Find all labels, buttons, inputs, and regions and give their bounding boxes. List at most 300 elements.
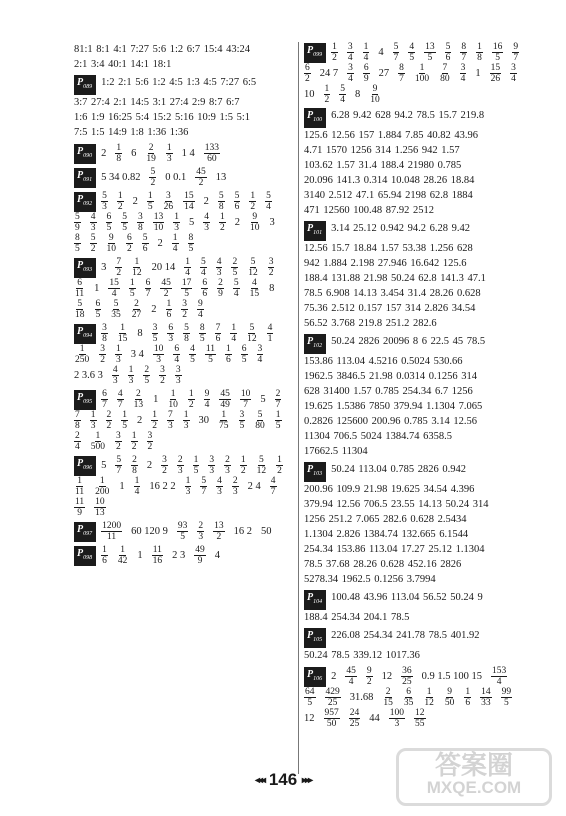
fraction: [152, 323, 159, 344]
answer-line: [304, 482, 530, 497]
numerator: 6: [406, 687, 411, 697]
numerator: 3: [347, 42, 353, 52]
fraction: [90, 212, 97, 233]
answer-line: [304, 384, 530, 399]
answer-values: 153.86 113.04 4.5216 0.5024 530.66: [304, 356, 463, 367]
numerator: 5: [122, 212, 127, 222]
answer-value: 1: [475, 67, 481, 79]
answer-line: [304, 399, 530, 414]
page-tag-number: 096: [83, 464, 93, 471]
denominator: 2: [90, 244, 96, 254]
fraction: [249, 278, 261, 299]
numerator: 9: [513, 42, 519, 52]
numerator: 5: [250, 257, 256, 267]
fraction: [199, 323, 206, 344]
fraction: [275, 389, 282, 410]
denominator: 2: [366, 677, 372, 687]
numerator: 45: [220, 389, 230, 399]
answer-value: 2: [132, 195, 138, 207]
denominator: 27: [131, 310, 142, 320]
page-tag-number: 090: [83, 152, 93, 159]
answer-values: 1.1304 2.826 1384.74 132.665 6.1544: [304, 529, 469, 540]
denominator: 8: [477, 53, 482, 63]
numerator: 4: [190, 344, 195, 354]
numerator: 5: [90, 233, 96, 243]
denominator: 13: [95, 508, 105, 518]
numerator: 5: [116, 455, 122, 465]
numerator: 5: [102, 191, 107, 201]
answer-line: [304, 572, 530, 587]
fraction: [230, 323, 237, 344]
denominator: 49: [220, 400, 230, 410]
denominator: 4: [172, 244, 178, 254]
answer-line: [304, 542, 530, 557]
fraction: [194, 545, 206, 566]
fraction: [153, 212, 165, 233]
answer-values: 226.08 254.34 241.78 78.5 401.92: [331, 630, 480, 641]
denominator: 12: [256, 466, 267, 476]
denominator: 25: [327, 698, 338, 708]
denominator: 4: [198, 310, 203, 320]
numerator: 5: [142, 233, 148, 243]
fraction: [304, 63, 311, 84]
fraction: [267, 323, 274, 344]
denominator: 2: [324, 95, 330, 105]
denominator: 9: [75, 223, 80, 233]
fraction: [74, 233, 81, 254]
answer-line: [304, 271, 530, 286]
fraction: [151, 410, 158, 431]
numerator: 1: [185, 257, 190, 267]
fraction: [115, 257, 122, 278]
denominator: 35: [111, 310, 121, 320]
fraction: [90, 410, 97, 431]
answer-values: 379.94 12.56 706.5 23.55 14.13 50.24 314: [304, 499, 489, 510]
fraction: [403, 687, 415, 708]
answer-values: 78.5 37.68 28.26 0.628 452.16 2826: [304, 559, 462, 570]
numerator: 1: [122, 410, 127, 420]
fraction: [325, 687, 341, 708]
denominator: 25: [349, 719, 360, 729]
fraction: [490, 63, 502, 84]
fraction: [74, 278, 85, 299]
answer-value: 8: [137, 327, 143, 339]
page-tag-number: 091: [83, 176, 93, 183]
fraction: [90, 233, 97, 254]
denominator: 1: [267, 334, 273, 344]
page-tag-badge: $P_{099}$: [304, 43, 326, 63]
numerator: 2: [275, 389, 281, 399]
numerator: 8: [199, 323, 205, 333]
fraction: [304, 687, 316, 708]
numerator: 1: [174, 212, 179, 222]
numerator: 5: [113, 299, 119, 309]
numerator: 3: [268, 257, 274, 267]
numerator: 10: [240, 389, 251, 399]
fraction: [112, 365, 119, 386]
numerator: 1: [324, 84, 330, 94]
numerator: 7: [168, 410, 173, 420]
fraction: [512, 42, 519, 63]
answer-values: 7:5 1:5 14:9 1:8 1:36 1:36: [74, 127, 189, 138]
fraction: [270, 476, 277, 497]
answer-section: [304, 628, 530, 663]
fraction: [423, 687, 435, 708]
denominator: 3: [394, 719, 400, 729]
denominator: 9: [197, 556, 203, 566]
fraction: [74, 344, 90, 365]
denominator: 50: [326, 719, 337, 729]
page-tag-badge: $P_{098}$: [74, 546, 96, 566]
numerator: 1: [363, 42, 369, 52]
fraction: [197, 299, 204, 320]
page-number: 146: [268, 770, 298, 789]
watermark-url: MXQE.COM: [426, 778, 522, 797]
denominator: 5: [180, 532, 185, 542]
denominator: 3: [232, 487, 238, 497]
numerator: 5: [200, 257, 206, 267]
denominator: 5: [241, 355, 247, 365]
denominator: 2: [268, 268, 274, 278]
numerator: 15: [184, 191, 194, 201]
page-tag-badge: $P_{097}$: [74, 522, 96, 542]
fraction: [188, 389, 195, 410]
answer-values: 3:7 27:4 2:1 14:5 3:1 27:4 2:9 8:7 6:7: [74, 97, 240, 108]
denominator: 5: [147, 202, 153, 212]
fraction: [414, 63, 430, 84]
numerator: 2: [132, 455, 137, 465]
denominator: 3: [116, 355, 121, 365]
answer-line: [304, 128, 530, 143]
numerator: 11: [152, 545, 162, 555]
fraction: [147, 431, 154, 452]
answer-value: 2: [331, 670, 337, 682]
denominator: 3: [198, 532, 204, 542]
numerator: 1: [231, 323, 237, 333]
answer-section: [74, 455, 296, 518]
denominator: 8: [116, 154, 122, 164]
denominator: 55: [415, 719, 425, 729]
answer-values: 4.71 1570 1256 314 1.256 942 1.57: [304, 145, 460, 156]
page-tag-number: 100: [313, 117, 323, 123]
answer-line: [74, 57, 296, 72]
answer-line: [74, 323, 296, 386]
answer-values: 103.62 1.57 31.4 188.4 21980 0.785: [304, 160, 462, 171]
page-tag-badge: $P_{096}$: [74, 456, 96, 476]
numerator: 133: [204, 143, 219, 153]
numerator: 2: [106, 410, 112, 420]
numerator: 4: [216, 257, 222, 267]
numerator: 6: [106, 212, 112, 222]
fraction: [241, 344, 248, 365]
fraction: [145, 278, 152, 299]
denominator: 3: [175, 376, 181, 386]
fraction: [117, 545, 129, 566]
numerator: 3: [257, 344, 263, 354]
denominator: 3: [168, 334, 174, 344]
denominator: 2: [216, 532, 222, 542]
fraction: [131, 455, 138, 476]
answer-value: 60 120 9: [131, 525, 168, 537]
fraction: [445, 42, 452, 63]
fraction: [208, 455, 215, 476]
answer-values: 100.48 43.96 113.04 56.52 50.24 9: [331, 592, 483, 603]
denominator: 9: [363, 74, 369, 84]
denominator: 3: [156, 355, 161, 365]
denominator: 3: [209, 466, 215, 476]
denominator: 6: [226, 355, 231, 365]
fraction: [246, 323, 258, 344]
denominator: 250: [75, 355, 90, 365]
numerator: 4: [204, 212, 209, 222]
numerator: 1: [477, 42, 482, 52]
denominator: 8: [218, 202, 224, 212]
answer-values: 19.625 1.5386 7850 379.94 1.1304 7.065: [304, 401, 483, 412]
denominator: 4: [185, 268, 190, 278]
fraction: [181, 278, 193, 299]
answer-value: 3 4: [130, 348, 144, 360]
fraction: [95, 299, 102, 320]
numerator: 1: [465, 687, 471, 697]
numerator: 1: [77, 476, 82, 486]
denominator: 5: [144, 376, 150, 386]
page-tag-number: 099: [313, 51, 323, 58]
answer-line: [304, 666, 530, 729]
fraction: [460, 63, 467, 84]
numerator: 153: [491, 666, 507, 676]
denominator: 4: [75, 442, 80, 452]
denominator: 6: [465, 698, 471, 708]
fraction: [149, 167, 156, 188]
answer-line: [304, 256, 530, 271]
denominator: 5: [152, 334, 158, 344]
page-tag-badge: $P_{089}$: [74, 75, 96, 95]
fraction: [101, 191, 108, 212]
numerator: 9: [366, 666, 372, 676]
numerator: 1: [116, 143, 122, 153]
page-tag-badge: $P_{093}$: [74, 258, 96, 278]
page-tag-number: 104: [313, 599, 323, 605]
denominator: 7: [399, 74, 404, 84]
answer-line: [304, 527, 530, 542]
answer-line: [304, 497, 530, 512]
numerator: 1: [188, 389, 194, 399]
answer-section: [304, 108, 530, 218]
answer-values: 78.5 6.908 14.13 3.454 31.4 28.26 0.628: [304, 288, 481, 299]
answer-line: [304, 42, 530, 105]
numerator: 6: [127, 233, 132, 243]
fraction: [177, 455, 184, 476]
answer-value: 0 0.1: [165, 171, 187, 183]
numerator: 5: [257, 410, 263, 420]
numerator: 2: [75, 431, 80, 441]
answer-line: [304, 334, 530, 354]
fraction: [254, 410, 266, 431]
fraction: [173, 212, 180, 233]
numerator: 3: [239, 410, 245, 420]
numerator: 13: [425, 42, 435, 52]
answer-line: [74, 257, 296, 320]
answer-value: 2 3.6 3: [74, 369, 103, 381]
numerator: 14: [481, 687, 491, 697]
numerator: 1: [166, 143, 172, 153]
denominator: 3: [183, 421, 189, 431]
fraction: [99, 344, 106, 365]
answer-value: 24 7: [319, 67, 339, 79]
denominator: 4: [200, 268, 206, 278]
denominator: 7: [270, 487, 276, 497]
answer-line: [74, 191, 296, 254]
fraction: [74, 476, 85, 497]
numerator: 10: [95, 497, 105, 507]
fraction: [121, 410, 128, 431]
fraction: [200, 257, 207, 278]
answer-value: 5: [101, 459, 107, 471]
numerator: 1: [170, 389, 176, 399]
denominator: 2: [100, 355, 105, 365]
watermark-logo: [396, 748, 552, 806]
fraction: [145, 143, 157, 164]
numerator: 5: [249, 323, 255, 333]
fraction: [349, 708, 361, 729]
answer-line: [304, 590, 530, 610]
denominator: 5: [208, 355, 213, 365]
page-tag-badge: $P_{095}$: [74, 390, 96, 410]
denominator: 3: [90, 223, 96, 233]
answer-values: 50.24 113.04 0.785 2826 0.942: [331, 464, 466, 475]
answer-line: [74, 95, 296, 110]
numerator: 3: [147, 431, 153, 441]
numerator: 1: [226, 344, 231, 354]
numerator: 2: [198, 521, 204, 531]
answer-line: [304, 143, 530, 158]
answer-value: 44: [369, 712, 380, 724]
fraction: [401, 666, 413, 687]
numerator: 1: [152, 410, 157, 420]
answer-line: [304, 512, 530, 527]
fraction: [331, 42, 338, 63]
page-tag-number: 106: [313, 675, 323, 682]
denominator: 6: [202, 289, 208, 299]
answer-value: 1: [94, 282, 100, 294]
numerator: 2: [135, 389, 141, 399]
denominator: 2: [163, 289, 169, 299]
fraction: [133, 389, 145, 410]
page-tag-badge: $P_{092}$: [74, 192, 96, 212]
fraction: [115, 344, 122, 365]
answer-values: 75.36 2.512 0.157 157 314 2.826 34.54: [304, 303, 476, 314]
denominator: 7: [393, 53, 399, 63]
fraction: [101, 521, 122, 542]
answer-line: [74, 143, 296, 164]
numerator: 2: [232, 476, 238, 486]
denominator: 7: [116, 466, 122, 476]
fraction: [74, 497, 85, 518]
fraction: [121, 212, 128, 233]
numerator: 3: [160, 365, 165, 375]
page-tag-number: 102: [313, 343, 323, 349]
numerator: 3: [162, 455, 167, 465]
denominator: 12: [248, 268, 258, 278]
fraction: [167, 389, 179, 410]
numerator: 7: [442, 63, 448, 73]
numerator: 3: [152, 323, 158, 333]
denominator: 6: [234, 202, 240, 212]
fraction: [94, 476, 110, 497]
page-tag-badge: $P_{102}$: [304, 334, 326, 354]
answer-value: 2: [146, 459, 153, 471]
answer-values: 1:2 2:1 5:6 1:2 4:5 1:3 4:5 7:27 6:5: [101, 77, 257, 88]
denominator: 4: [348, 677, 354, 687]
answer-line: [304, 648, 530, 663]
denominator: 25: [402, 677, 412, 687]
fraction: [247, 257, 259, 278]
answer-values: 81:1 8:1 4:1 7:27 5:6 1:2 6:7 15:4 43:24: [74, 44, 251, 55]
numerator: 4: [270, 476, 276, 486]
answer-value: 3: [101, 261, 107, 273]
answer-section: [304, 334, 530, 459]
answer-line: [304, 286, 530, 301]
answer-section: [74, 191, 296, 254]
answer-value: 2 4: [247, 480, 261, 492]
denominator: 5: [188, 244, 194, 254]
fraction: [106, 212, 113, 233]
numerator: 4: [117, 389, 123, 399]
denominator: 8: [184, 334, 189, 344]
page-tag-badge: $P_{106}$: [304, 667, 326, 687]
answer-values: 254.34 153.86 113.04 17.27 25.12 1.1304: [304, 544, 485, 555]
answer-section: [74, 545, 296, 566]
answer-values: 12.56 15.7 18.84 1.57 53.38 1.256 628: [304, 243, 473, 254]
fraction: [74, 212, 81, 233]
numerator: 4: [112, 365, 118, 375]
answer-value: 20 14: [151, 261, 176, 273]
answer-line: [304, 241, 530, 256]
answer-line: [304, 369, 530, 384]
numerator: 15: [490, 63, 501, 73]
denominator: 10: [168, 400, 178, 410]
fraction: [216, 257, 223, 278]
fraction: [201, 278, 208, 299]
fraction: [131, 431, 138, 452]
page-tag-number: 092: [83, 200, 93, 207]
numerator: 2: [232, 257, 238, 267]
denominator: 5: [495, 53, 500, 63]
fraction: [510, 63, 517, 84]
fraction: [324, 84, 331, 105]
numerator: 6: [77, 278, 82, 288]
numerator: 429: [325, 687, 340, 697]
answer-values: 50.24 2826 20096 8 6 22.5 45 78.5: [331, 336, 486, 347]
fraction: [276, 455, 283, 476]
answer-value: 0.9 1.5 100 15: [421, 670, 482, 682]
denominator: 3: [128, 376, 134, 386]
fraction: [224, 455, 231, 476]
numerator: 99: [501, 687, 512, 697]
answer-line: [304, 462, 530, 482]
denominator: 4: [496, 677, 502, 687]
page-tag-number: 101: [313, 230, 323, 236]
fraction: [225, 344, 232, 365]
answer-value: 8: [355, 88, 361, 100]
fraction: [183, 323, 190, 344]
answer-value: 2: [137, 414, 143, 426]
denominator: 7: [461, 53, 467, 63]
denominator: 11: [107, 532, 117, 542]
answer-value: 12: [381, 670, 393, 682]
answer-line: [74, 389, 296, 452]
fraction: [398, 63, 405, 84]
